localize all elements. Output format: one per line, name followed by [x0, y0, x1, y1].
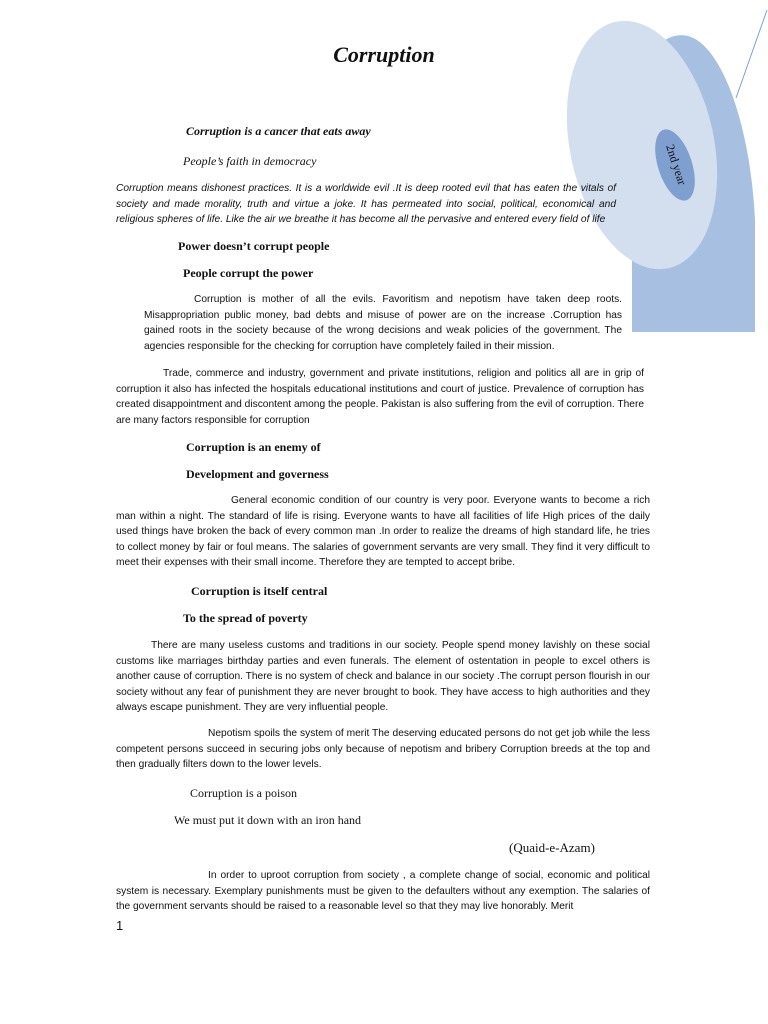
quote-line-2: We must put it down with an iron hand — [174, 813, 362, 827]
heading-power: Power doesn’t corrupt people — [178, 239, 330, 253]
paragraph-nepotism: Nepotism spoils the system of merit The deserving educated persons do not get job while the less competent persons succeed in securing jobs only because of nepotism and bribery Corruption breeds at the top and then gradually filters down to the lower levels. — [116, 728, 650, 771]
heading-people: People corrupt the power — [183, 266, 314, 280]
quote-author: (Quaid-e-Azam) — [509, 840, 595, 855]
quote-line-1: Corruption is a poison — [190, 786, 297, 800]
paragraph-economic: General economic condition of our country is very poor. Everyone wants to become a rich man within a night. The standard of life is rising. Everyone wants to have all facilities of life High prices of the daily used things have broken the back of every common man .In order to realize the dreams of high standard life, he tries to collect money by fair or foul means. The salaries of government servants are very small. They find it very difficult to meet their expenses with their small income. Therefore they are tempted to accept bribe. — [116, 495, 650, 569]
paragraph-definition: Corruption means dishonest practices. It is a worldwide evil .It is deep rooted evil that has eaten the vitals of society and made morality, truth and virtue a joke. It has permeated into social, political, economical and religious spheres of life. Like the air we breathe it has become all the pervasive and entered every field of life — [116, 183, 616, 226]
paragraph-customs: There are many useless customs and traditions in our society. People spend money lavishly on these social customs like marriages birthday parties and even funerals. The element of ostentation in people to excel others is another cause of corruption. There is no system of check and balance in our society .The corrupt person flourish in our society without any fear of punishment they are never brought to book. They have access to high authorities and they always escape punishment. They are very influential people. — [116, 640, 650, 714]
badge-text: 2nd year — [663, 142, 690, 187]
document-title: Corruption — [333, 42, 435, 67]
heading-central: Corruption is itself central — [191, 584, 328, 598]
heading-enemy: Corruption is an enemy of — [186, 440, 321, 454]
paragraph-uproot: In order to uproot corruption from society , a complete change of social, economic and political system is necessary. Exemplary punishments must be given to the defaulters without any exemption. The salaries of the government servants should be raised to a reasonable level so that they may live honorably. Merit — [116, 870, 650, 913]
heading-cancer: Corruption is a cancer that eats away — [186, 124, 371, 138]
paragraph-trade: Trade, commerce and industry, government and private institutions, religion and politics all are in grip of corruption it also has infected the hospitals educational institutions and court of justice. Prevalence of corruption has created disappointment and discontent among the people. Pakistan is also suffering from the evil of corruption. There are many factors responsible for corruption — [116, 368, 644, 426]
heading-faith: People’s faith in democracy — [183, 154, 317, 168]
page-number: 1 — [116, 918, 124, 933]
heading-development: Development and governess — [186, 467, 329, 481]
heading-poverty: To the spread of poverty — [183, 611, 308, 625]
paragraph-evils: Corruption is mother of all the evils. Favoritism and nepotism have taken deep roots. Misappropriation public money, bad debts and misuse of power are on the increase .Corruption has gained roots in the society because of the wrong decisions and weak policies of the government. The agencies responsible for the checking for corruption have completely failed in their mission. — [144, 294, 622, 352]
